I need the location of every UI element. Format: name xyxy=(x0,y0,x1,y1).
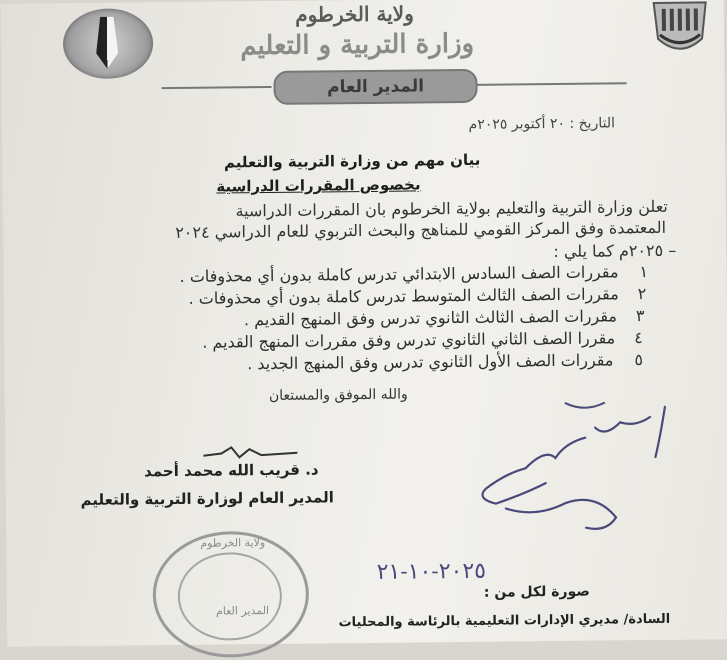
handwritten-note-icon xyxy=(445,397,697,550)
pen-nib-icon xyxy=(96,17,119,69)
ministry-pen-logo xyxy=(63,8,154,79)
subject-line-2: بخصوص المقررات الدراسية xyxy=(216,175,421,196)
body-line-2: المعتمدة وفق المركز القومي للمناهج والبحث التربوي للعام الدراسي ٢٠٢٤ xyxy=(175,217,667,242)
subject-line-1: بيان مهم من وزارة التربية والتعليم xyxy=(223,150,481,172)
list-item-text: مقررات الصف السادس الابتدائي تدرس كاملة بدون أي محذوفات . xyxy=(179,262,619,286)
state-emblem-icon xyxy=(646,0,715,59)
banner-label: المدير العام xyxy=(326,76,425,98)
handwritten-date: ٢٠٢٥-١٠-٢١ xyxy=(376,558,487,585)
list-item-number: ٤ xyxy=(634,328,643,348)
stamp-center-text: المدير العام xyxy=(215,604,270,618)
state-title: ولاية الخرطوم xyxy=(295,1,414,27)
ministry-title: وزارة التربية و التعليم xyxy=(240,28,475,62)
official-stamp xyxy=(152,531,309,659)
list-item-number: ٥ xyxy=(634,350,644,370)
header-rule-right xyxy=(477,82,627,86)
copies-label: صورة لكل من : xyxy=(483,583,590,601)
list-item-number: ٢ xyxy=(637,284,647,304)
document-page xyxy=(1,0,727,647)
header-rule-left xyxy=(162,86,272,89)
stamp-inner-ring xyxy=(177,552,282,641)
list-item-number: ٣ xyxy=(635,306,645,326)
closing-line: والله الموفق والمستعان xyxy=(268,386,408,405)
document-date: التاريخ : ٢٠ أكتوبر ٢٠٢٥م xyxy=(468,115,616,133)
list-item-text: مقررا الصف الثاني الثانوي تدرس وفق مقررات المنهج القديم . xyxy=(202,328,616,352)
signatory-name: د. قريب الله محمد أحمد xyxy=(144,460,319,481)
stamp-top-text: ولاية الخرطوم xyxy=(200,536,266,550)
list-item-text: مقررات الصف الثالث الثانوي تدرس وفق المنهج القديم . xyxy=(243,306,618,330)
list-item-text: مقررات الصف الثالث المتوسط تدرس كاملة بدون أي محذوفات . xyxy=(188,284,619,308)
body-line-3: – ٢٠٢٥م كما يلي : xyxy=(553,240,677,262)
list-item-text: مقررات الصف الأول الثانوي تدرس وفق المنهج الجديد . xyxy=(247,350,614,374)
list-item-number: ١ xyxy=(639,262,649,282)
signatory-title: المدير العام لوزارة التربية والتعليم xyxy=(80,488,334,509)
copies-item: السادة/ مديري الإدارات التعليمية بالرئاسة والمحليات xyxy=(338,611,671,631)
director-general-banner xyxy=(273,69,477,105)
body-line-1: تعلن وزارة التربية والتعليم بولاية الخرطوم بان المقررات الدراسية xyxy=(235,196,668,221)
